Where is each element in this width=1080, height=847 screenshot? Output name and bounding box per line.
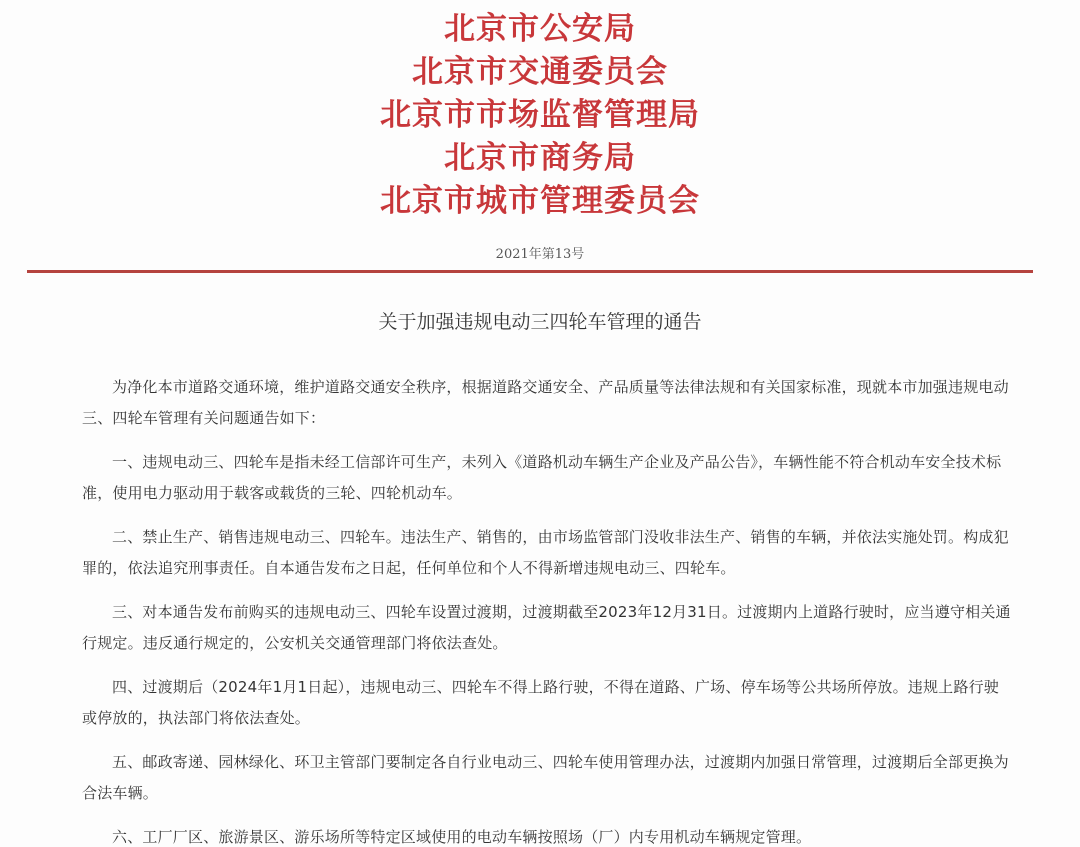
issuer-market-supervision-bureau: 北京市市场监督管理局: [380, 97, 700, 133]
intro-paragraph: 为净化本市道路交通环境，维护道路交通安全秩序，根据道路交通安全、产品质量等法律法规和有关国家标准，现就本市加强违规电动三、四轮车管理有关问题通告如下：: [82, 378, 1009, 427]
red-divider: [27, 270, 1033, 273]
document-number: 2021年第13号: [495, 247, 585, 262]
article-3-paragraph: 三、对本通告发布前购买的违规电动三、四轮车设置过渡期，过渡期截至2023年12月31日。过渡期内上道路行驶时，应当遵守相关通行规定。违反通行规定的，公安机关交通管理部门将依法查处。: [82, 603, 1011, 652]
page-title: 关于加强违规电动三四轮车管理的通告: [378, 311, 702, 333]
issuer-public-security-bureau: 北京市公安局: [444, 11, 636, 47]
notice-body: [82, 372, 1012, 847]
article-4-paragraph: 四、过渡期后（2024年1月1日起），违规电动三、四轮车不得上路行驶，不得在道路、广场、停车场等公共场所停放。违规上路行驶或停放的，执法部门将依法查处。: [82, 678, 999, 727]
issuer-commerce-bureau: 北京市商务局: [444, 140, 636, 176]
issuer-city-management-commission: 北京市城市管理委员会: [380, 183, 700, 219]
issuing-authorities: [0, 8, 1080, 223]
article-6-paragraph: 六、工厂厂区、旅游景区、游乐场所等特定区域使用的电动车辆按照场（厂）内专用机动车辆规定管理。: [112, 828, 812, 846]
issuer-transport-commission: 北京市交通委员会: [412, 54, 668, 90]
article-2-paragraph: 二、禁止生产、销售违规电动三、四轮车。违法生产、销售的，由市场监管部门没收非法生产、销售的车辆，并依法实施处罚。构成犯罪的，依法追究刑事责任。自本通告发布之日起，任何单位和个人不得新增违规电动三、四轮车。: [82, 528, 1009, 577]
article-1-paragraph: 一、违规电动三、四轮车是指未经工信部许可生产，未列入《道路机动车辆生产企业及产品公告》，车辆性能不符合机动车安全技术标准，使用电力驱动用于载客或载货的三轮、四轮机动车。: [82, 453, 1002, 502]
article-5-paragraph: 五、邮政寄递、园林绿化、环卫主管部门要制定各自行业电动三、四轮车使用管理办法，过渡期内加强日常管理，过渡期后全部更换为合法车辆。: [82, 753, 1009, 802]
